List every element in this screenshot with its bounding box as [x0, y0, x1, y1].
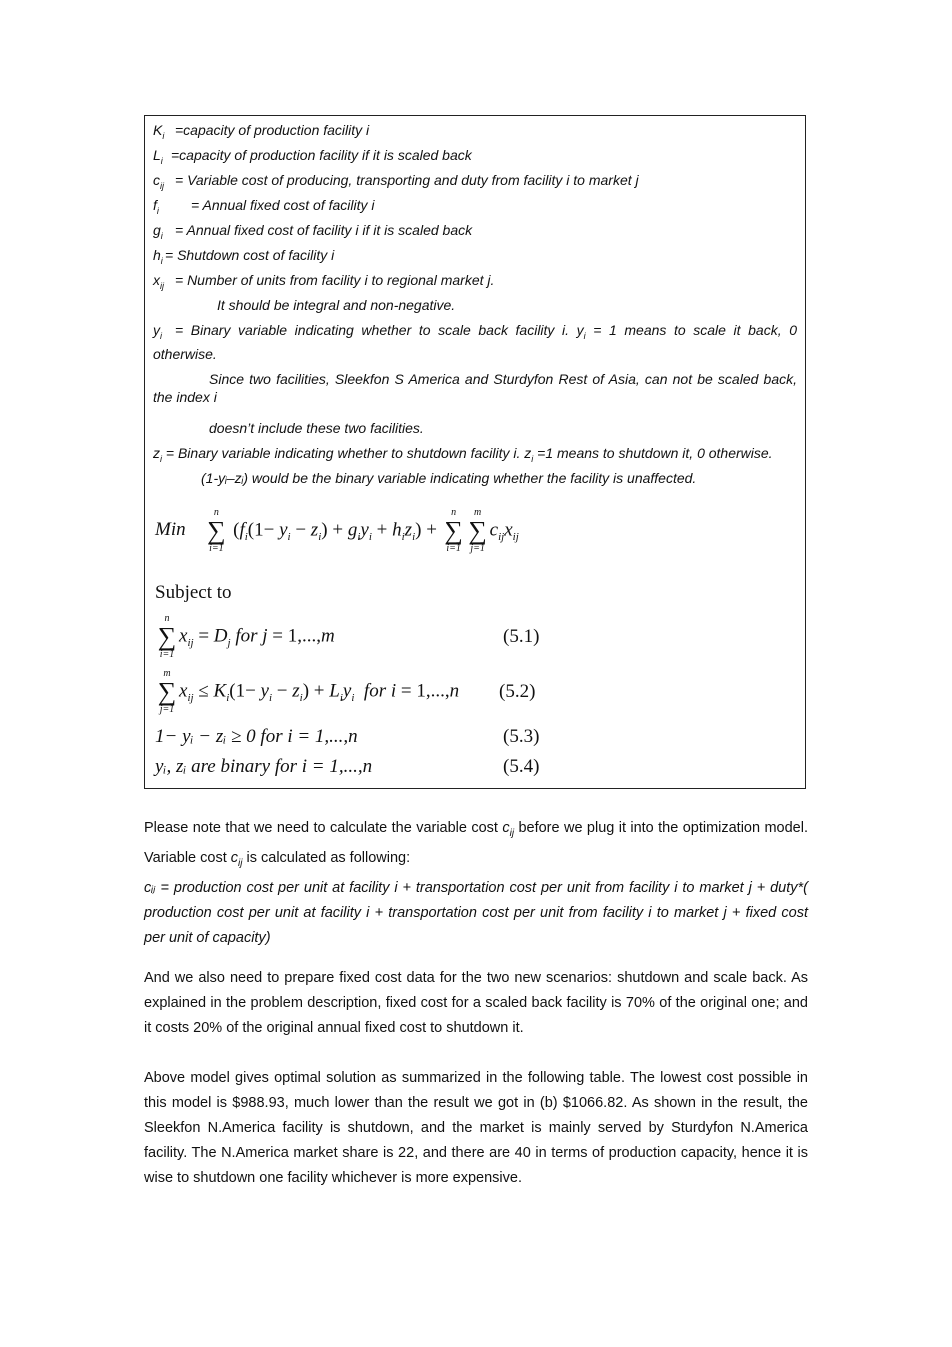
def-capacity: $K_i$ =capacity of production facility i — [153, 122, 370, 141]
def-unaffected-note: (1-yᵢ–zᵢ) would be the binary variable indicating whether the facility is unaffected. — [201, 470, 697, 486]
fixed-cost-paragraph: And we also need to prepare fixed cost data for the two new scenarios: shutdown and scale back. As explained in the problem description, fixed cost for a scaled back facility is 70% of the original one; and it costs 20% of the original annual fixed cost to shutdown it. — [144, 970, 808, 1036]
def-scale-back-note-2: doesn’t include these two facilities. — [209, 420, 424, 436]
eqno-5-4: (5.4) — [503, 756, 540, 777]
eqno-5-2: (5.2) — [499, 681, 536, 702]
def-shutdown-binary: $z_i$ = Binary variable indicating whether to shutdown facility i. $z_i =1$ means to shutdown it, 0 otherwise. — [153, 445, 773, 464]
def-scale-back-binary: $y_i$ = Binary variable indicating whether to scale back facility i. $y_i = 1$ means to scale it back, 0 otherwise. — [153, 322, 797, 362]
solution-paragraph: Above model gives optimal solution as summarized in the following table. The lowest cost possible in this model is $988.93, much lower than the result we got in (b) $1066.82. As shown in the result, the Sleekfon N.America facility is shutdown, and the market is mainly served by Sturdyfon N.America facility. The N.America market share is 22, and there are 40 in terms of production capacity, hence it is wise to shutdown one facility whichever is more expensive. — [144, 1070, 808, 1186]
variable-cost-paragraph: Please note that we need to calculate the variable cost $c_{ij}$ before we plug it into the optimization model. Variable cost $c_{ij}$ is calculated as following: cᵢⱼ = production cost per unit at facility i + transportation cost per unit from facility i to market j + duty*( production cost per unit at facility i + transportation cost per unit from facility i to market j + fixed cost per unit of capacity) — [144, 820, 808, 946]
constraint-5-4: yᵢ, zᵢ are binary for i = 1,...,n — [155, 756, 373, 777]
objective-function: Min n ∑ i=1 $(f_i(1- y_i - z_i) + g_iy_i + h_iz_i)$ + n ∑ i=1 m ∑ j=1 $c_{ij}x_{ij}$ — [155, 507, 519, 554]
constraint-5-3: 1− yᵢ − zᵢ ≥ 0 for i = 1,...,n — [155, 726, 358, 747]
model-definition-box — [144, 115, 806, 789]
eqno-5-3: (5.3) — [503, 726, 540, 747]
def-scale-back-note: Since two facilities, Sleekfon S America and Sturdyfon Rest of Asia, can not be scaled back, the index i — [153, 371, 797, 405]
constraint-5-2: m ∑ j=1 $x_{ij} \le K_i(1- y_i - z_i) + L_iy_i$ for i = 1,...,n — [157, 668, 460, 715]
eqno-5-1: (5.1) — [503, 626, 540, 647]
constraint-5-1: n ∑ i=1 $x_{ij} = D_j$ for j = 1,...,m — [157, 613, 335, 660]
def-scaled-fixed-cost: $g_i$ = Annual fixed cost of facility i if it is scaled back — [153, 222, 473, 241]
variable-cost-formula: cᵢⱼ = production cost per unit at facility i + transportation cost per unit from facility i to market j + duty*( production cost per unit at facility i + transportation cost per unit from facility i to market j + fixed cost per unit of capacity) — [144, 879, 808, 946]
def-units: $x_{ij}$ = Number of units from facility i to regional market j. — [153, 272, 495, 291]
subject-to-label: Subject to — [155, 582, 232, 603]
def-variable-cost: $c_{ij}$ = Variable cost of producing, transporting and duty from facility i to market j — [153, 172, 639, 191]
def-units-note: It should be integral and non-negative. — [217, 297, 456, 313]
def-fixed-cost: $f_i$ = Annual fixed cost of facility i — [153, 197, 375, 216]
def-scaled-capacity: $L_i$ =capacity of production facility if it is scaled back — [153, 147, 472, 166]
def-shutdown-cost: $h_i$ = Shutdown cost of facility i — [153, 247, 335, 266]
